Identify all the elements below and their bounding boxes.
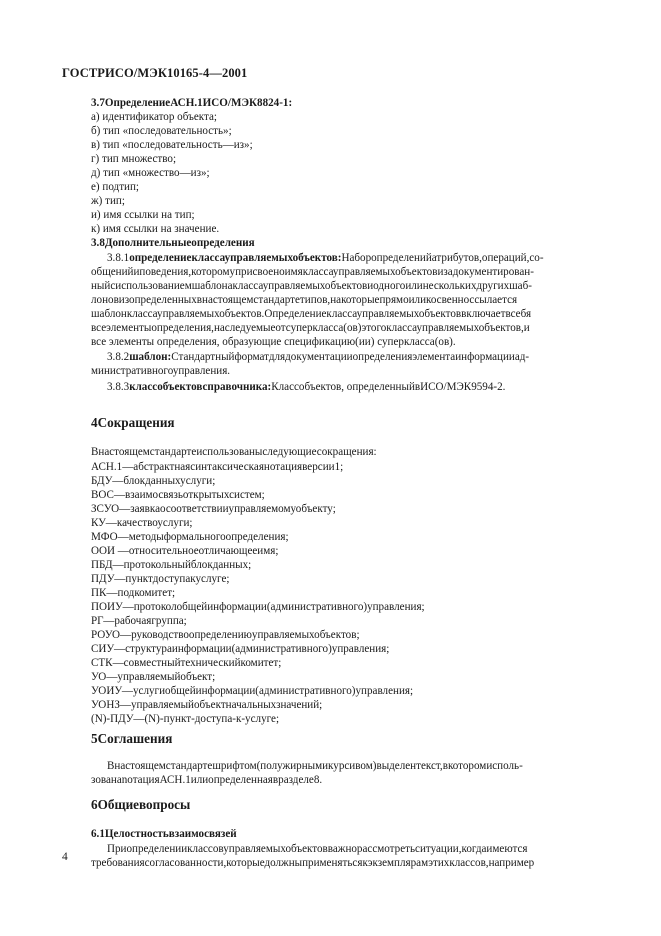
list-item: к) имя ссылки на значение. — [91, 223, 220, 235]
paragraph-line: все элементы определения, образующие спецификацию(ии) суперкласса(ов). — [91, 336, 456, 348]
section-4-intro: Внастоящемстандартеиспользованыследующиесокращения: — [91, 446, 377, 458]
paragraph-line: Внастоящемстандартешрифтом(полужирнымикурсивом)выделентекст,вкоторомисполь- — [107, 760, 523, 772]
list-item: УО—управляемыйобъект; — [91, 671, 216, 683]
paragraph-line: всеэлементыопределения,наследуемыеотсуперкласса(ов)этогоклассауправляемыхобъектов,и — [91, 322, 530, 334]
paragraph-line: лоновизопределенныхвнастоящемстандартетипов,накоторыепрямоиликосвенноссылается — [91, 294, 518, 306]
paragraph-line: Приопределенииклассовуправляемыхобъектовважнорассмотретьситуации,когдаимеются — [107, 843, 528, 855]
list-item: ООИ —относительноеотличающееимя; — [91, 545, 279, 557]
section-6-1-title: 6.1Целостностьвзаимосвязей — [91, 828, 237, 840]
paragraph-line: общенийиповедения,которомуприсвоеноимяклассауправляемыхобъектовизадокументирован- — [91, 266, 534, 278]
list-item: УОНЗ—управляемыйобъектначальныхзначений; — [91, 699, 323, 711]
list-item: РОУО—руководствоопределениюуправляемыхобъектов; — [91, 629, 360, 641]
paragraph-line: требованиясогласованности,которыедолжныприменятьсякэкземплярамэтихклассов,например — [91, 857, 535, 869]
definition-term: определениеклассауправляемыхобъектов: — [129, 252, 342, 264]
list-item: а) идентификатор объекта; — [91, 111, 217, 123]
definition-3-8-1 — [107, 252, 544, 265]
paragraph-line: зованanотацияАСН.1илиопределеннаявразделе8. — [91, 774, 323, 786]
list-item: ПБД—протокольныйблокданных; — [91, 559, 252, 571]
list-item: ВОС—взаимосвязьоткрытыхсистем; — [91, 489, 265, 501]
section-3-8-title: 3.8Дополнительныеопределения — [91, 237, 255, 249]
definition-text: Наборопределенийатрибутов,операций,со- — [341, 252, 544, 264]
list-item: ЗСУО—заявкаосоответствииуправляемомуобъекту; — [91, 503, 336, 515]
list-item: и) имя ссылки на тип; — [91, 209, 195, 221]
document-header: ГОСТРИСО/МЭК10165-4—2001 — [62, 66, 248, 80]
list-item: б) тип «последовательность»; — [91, 125, 232, 137]
definition-text: Стандартныйформатдлядокументацииопределенияэлементаинформацииад- — [171, 351, 530, 363]
list-item: СИУ—структураинформации(административного)управления; — [91, 643, 390, 655]
definition-number: 3.8.1 — [107, 252, 130, 264]
list-item: БДУ—блокданныхуслуги; — [91, 475, 216, 487]
page-number: 4 — [62, 851, 68, 863]
list-item: КУ—качествоуслуги; — [91, 517, 193, 529]
paragraph-line: шаблонклассауправляемыхобъектов.Определениеклассауправляемыхобъектоввключаетвсебя — [91, 308, 532, 320]
section-6-title: 6Общиевопросы — [91, 797, 191, 812]
definition-term: шаблон: — [129, 351, 172, 363]
list-item: ж) тип; — [91, 195, 125, 207]
list-item: УОИУ—услугиобщейинформации(административного)управления; — [91, 685, 414, 697]
section-5-title: 5Соглашения — [91, 731, 173, 746]
list-item: СТК—совместныйтехническийкомитет; — [91, 657, 282, 669]
list-item: е) подтип; — [91, 181, 140, 193]
list-item: ПДУ—пунктдоступакуслуге; — [91, 573, 230, 585]
list-item: РГ—рабочаягруппа; — [91, 615, 187, 627]
list-item: ПОИУ—протоколобщейинформации(административного)управления; — [91, 601, 425, 613]
paragraph-line: министративногоуправления. — [91, 365, 231, 377]
section-3-7-title: 3.7ОпределениеАСН.1ИСО/МЭК8824-1: — [91, 97, 293, 109]
list-item: г) тип множество; — [91, 153, 177, 165]
definition-number: 3.8.3 — [107, 381, 130, 393]
list-item: АСН.1—абстрактнаясинтаксическаянотацияверсии1; — [91, 461, 344, 473]
definition-term: классобъектовсправочника: — [129, 381, 272, 393]
definition-3-8-3 — [107, 381, 505, 394]
list-item: (N)-ПДУ—(N)-пункт-доступа-к-услуге; — [91, 713, 280, 725]
definition-number: 3.8.2 — [107, 351, 130, 363]
list-item: МФО—методыформальногоопределения; — [91, 531, 289, 543]
paragraph-line: ныйсиспользованиемшаблонаклассауправляемыхобъектовиодногоилинесколькихдругихшаб- — [91, 280, 532, 292]
list-item: ПК—подкомитет; — [91, 587, 176, 599]
definition-text: Классобъектов, определенныйвИСО/МЭК9594-2. — [271, 381, 506, 393]
section-4-title: 4Сокращения — [91, 415, 175, 430]
list-item: д) тип «множество—из»; — [91, 167, 210, 179]
definition-3-8-2 — [107, 351, 529, 364]
list-item: в) тип «последовательность—из»; — [91, 139, 253, 151]
